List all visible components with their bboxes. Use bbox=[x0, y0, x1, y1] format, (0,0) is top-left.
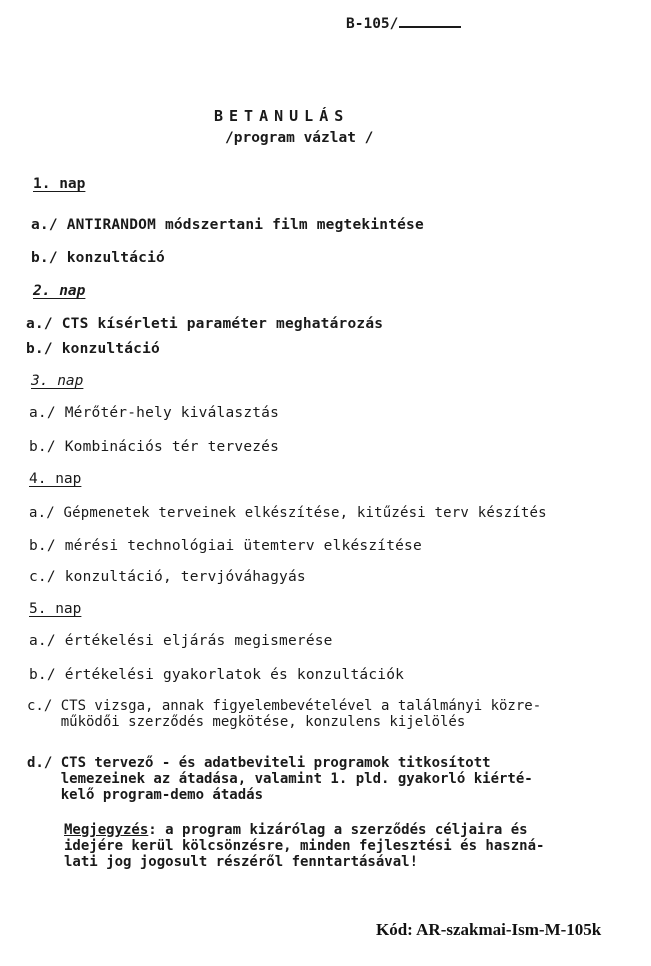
note-line-3: lati jog jogosult részéről fenntartásával! bbox=[64, 854, 419, 870]
day-5-item-b: b./ értékelési gyakorlatok és konzultációk bbox=[29, 667, 405, 683]
day-2-item-a: a./ CTS kísérleti paraméter meghatározás bbox=[26, 316, 384, 332]
day-5-item-d-line-2: lemezeinek az átadása, valamint 1. pld. gyakorló kiérté- bbox=[27, 771, 533, 787]
day-5-item-d-line-3: kelő program-demo átadás bbox=[27, 787, 264, 803]
document-subtitle: /program vázlat / bbox=[225, 130, 374, 146]
reference-number bbox=[346, 16, 461, 32]
day-5-item-d-line-1: d./ CTS tervező - és adatbeviteli programok titkosított bbox=[27, 755, 491, 771]
day-5-heading: 5. nap bbox=[29, 601, 82, 617]
reference-blank-line bbox=[399, 16, 461, 28]
day-4-item-c: c./ konzultáció, tervjóváhagyás bbox=[29, 569, 306, 585]
day-3-heading: 3. nap bbox=[31, 373, 84, 389]
day-2-item-b: b./ konzultáció bbox=[26, 341, 160, 357]
day-2-heading: 2. nap bbox=[33, 283, 86, 299]
note-block bbox=[64, 822, 544, 870]
day-1-item-a: a./ ANTIRANDOM módszertani film megtekintése bbox=[31, 217, 424, 233]
day-1-heading: 1. nap bbox=[33, 176, 86, 192]
day-5-item-c-line-2: működői szerződés megkötése, konzulens kijelölés bbox=[27, 714, 466, 730]
day-5-item-c bbox=[27, 698, 541, 730]
document-code: Kód: AR-szakmai-Ism-M-105k bbox=[376, 920, 602, 939]
day-4-heading: 4. nap bbox=[29, 471, 82, 487]
note-label: Megjegyzés bbox=[64, 822, 149, 838]
day-1-item-b: b./ konzultáció bbox=[31, 250, 165, 266]
day-5-item-a: a./ értékelési eljárás megismerése bbox=[29, 633, 333, 649]
document-title: BETANULÁS bbox=[214, 107, 350, 125]
day-5-item-d bbox=[27, 755, 533, 803]
note-line-1 bbox=[64, 822, 544, 838]
day-5-item-c-line-1: c./ CTS vizsga, annak figyelembevételével a találmányi közre- bbox=[27, 698, 542, 714]
note-line-1-text: : a program kizárólag a szerződés céljaira és bbox=[148, 822, 528, 838]
day-4-item-a: a./ Gépmenetek terveinek elkészítése, kitűzési terv készítés bbox=[29, 505, 547, 521]
day-3-item-a: a./ Mérőtér-hely kiválasztás bbox=[29, 405, 280, 421]
day-3-item-b: b./ Kombinációs tér tervezés bbox=[29, 439, 280, 455]
day-4-item-b: b./ mérési technológiai ütemterv elkészítése bbox=[29, 538, 422, 554]
note-line-2: idejére kerül kölcsönzésre, minden fejlesztési és haszná- bbox=[64, 838, 545, 854]
reference-label: B-105/ bbox=[346, 16, 399, 32]
